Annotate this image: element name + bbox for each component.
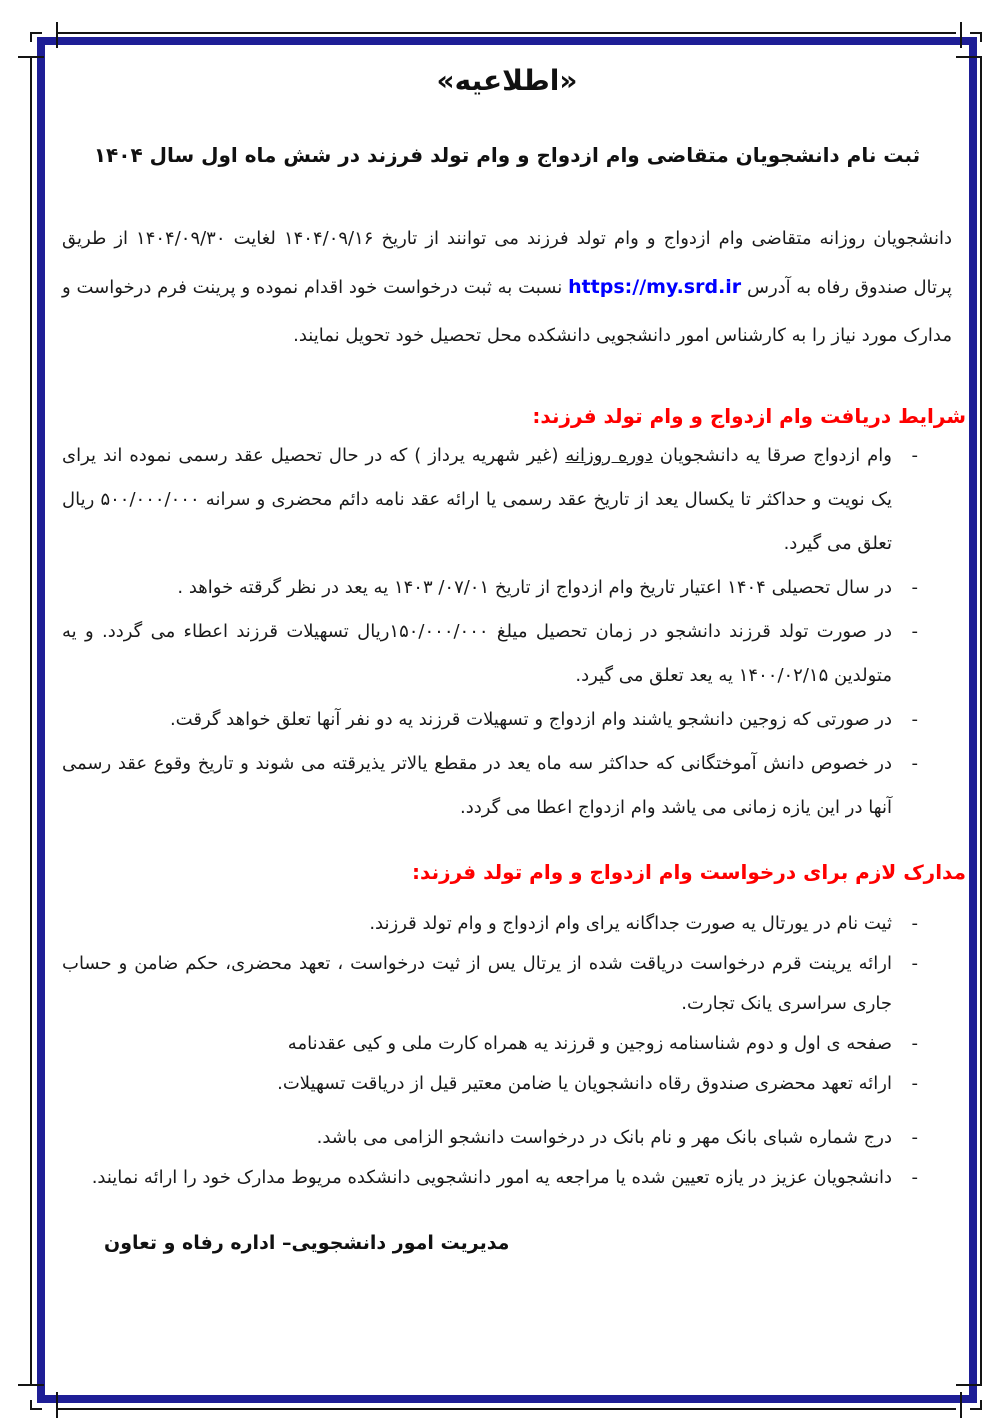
condition-item-3-text: در صورت تولد قرزند دانشجو در زمان تحصیل میلغ ۱۵۰/۰۰۰/۰۰۰ریال تسهیلات قرزند اعطاء می گردد. و یه متولدین ۱۴۰۰/۰۲/۱۵ یه یعد تعلق می گیرد.: [62, 621, 892, 686]
bullet-dash: -: [911, 1073, 918, 1094]
announcement-body: [62, 50, 966, 1254]
document-item-2-text: ارائه یرینت قرم درخواست دریاقت شده از یرتال یس از ثیت درخواست ، تعهد محضری، حکم ضامن و حساب جاری سراسری یانک تجارت.: [62, 953, 892, 1014]
frame-corner-tick: [56, 1392, 58, 1418]
frame-corner-tick: [956, 56, 982, 58]
intro-paragraph: [62, 215, 952, 360]
document-item-3-text: صفحه ی اول و دوم شناسنامه زوجین و قرزند یه همراه کارت ملی و کیی عقدنامه: [287, 1033, 892, 1054]
bullet-dash: -: [911, 753, 918, 774]
document-item-5: [62, 1118, 918, 1158]
announcement-subtitle: ثبت نام دانشجویان متقاضی وام ازدواج و وام تولد فرزند در شش ماه اول سال ۱۴۰۴: [93, 143, 921, 167]
frame-corner-gap: [28, 1386, 34, 1400]
document-item-5-text: درج شماره شبای بانک مهر و نام بانک در درخواست دانشجو الزامی می باشد.: [316, 1127, 892, 1148]
frame-corner-gap: [28, 42, 34, 56]
document-item-4-text: ارائه تعهد محضری صندوق رقاه دانشجویان یا ضامن معتیر قیل از دریاقت تسهیلات.: [277, 1073, 892, 1094]
frame-corner-tick: [960, 1392, 962, 1418]
condition-item-2-text: [62, 566, 892, 610]
document-item-6-text: دانشجویان عزیز در یازه تعیین شده یا مراجعه یه امور دانشجویی دانشکده مریوط مدارک خود را ارائه نمایند.: [91, 1167, 892, 1188]
frame-corner-gap: [42, 30, 56, 36]
bullet-dash: -: [911, 445, 918, 466]
frame-corner-gap: [42, 1406, 56, 1412]
condition-item-2: [62, 566, 918, 610]
condition-2-pre: در سال تحصیلی ۱۴۰۴ اعتیار تاریخ وام ازدواج از تاریخ: [489, 577, 892, 598]
document-item-6: [62, 1158, 918, 1198]
bullet-dash: -: [911, 1127, 918, 1148]
documents-list: [62, 904, 952, 1198]
condition-item-3: [62, 610, 918, 698]
bullet-dash: -: [911, 577, 918, 598]
frame-corner-gap: [956, 30, 970, 36]
signature-line: مدیریت امور دانشجویی– اداره رفاه و تعاون: [104, 1232, 510, 1254]
document-item-4: [62, 1064, 918, 1104]
document-item-1: [62, 904, 918, 944]
bullet-dash: -: [911, 621, 918, 642]
condition-item-5-text: در خصوص دانش آموختگانی که حداکثر سه ماه یعد در مقطع یالاتر یذیرقته می شوند و تاریخ وقوع عقد رسمی آنها در این یازه زمانی می یاشد وام ازدواج اعطا می گردد.: [62, 753, 892, 818]
documents-heading: مدارک لازم برای درخواست وام ازدواج و وام تولد فرزند:: [412, 860, 966, 884]
condition-1-post: (غیر شهریه یرداز ) که در حال تحصیل عقد رسمی نموده اند یرای یک نویت و حداکثر تا یکسال یعد از تاریخ عقد رسمی یا ارائه عقد نامه دائم محضری و سرانه ۵۰۰/۰۰۰/۰۰۰ ریال تعلق می گیرد.: [62, 445, 892, 554]
bullet-dash: -: [911, 913, 918, 934]
portal-link[interactable]: https://my.srd.ir: [568, 276, 742, 298]
condition-2-post: یه یعد در نظر گرقته خواهد .: [177, 577, 394, 598]
frame-corner-gap: [956, 1406, 970, 1412]
document-item-2: [62, 944, 918, 1024]
condition-2-date: ۱۴۰۳ /۰۷/۰۱: [393, 577, 490, 598]
bullet-dash: -: [911, 1167, 918, 1188]
announcement-title: «اطلاعیه»: [436, 64, 578, 97]
conditions-heading: شرایط دریافت وام ازدواج و وام تولد فرزند:: [532, 404, 966, 428]
conditions-list: [62, 434, 952, 830]
condition-item-1-text: [62, 434, 892, 566]
frame-corner-gap: [978, 1386, 984, 1400]
intro-text-before-link: دانشجویان روزانه متقاضی وام ازدواج و وام تولد فرزند می توانند از تاریخ ۱۴۰۴/۰۹/۱۶ لغایت ۱۴۰۴/۰۹/۳۰ از طریق پرتال صندوق رفاه به آدرس: [62, 228, 952, 298]
condition-1-underlined: دوره روزانه: [565, 445, 653, 466]
frame-corner-tick: [56, 22, 58, 48]
bullet-dash: -: [911, 1033, 918, 1054]
frame-corner-gap: [978, 42, 984, 56]
document-item-3: [62, 1024, 918, 1064]
frame-corner-tick: [18, 1384, 44, 1386]
frame-corner-tick: [960, 22, 962, 48]
bullet-dash: -: [911, 709, 918, 730]
condition-item-5: [62, 742, 918, 830]
frame-corner-tick: [18, 56, 44, 58]
document-item-1-text: ثیت نام در یورتال یه صورت جداگانه یرای وام ازدواج و وام تولد قرزند.: [369, 913, 892, 934]
condition-item-4: [62, 698, 918, 742]
condition-item-1: [62, 434, 918, 566]
bullet-dash: -: [911, 953, 918, 974]
condition-1-pre: وام ازدواج صرقا یه دانشجویان: [652, 445, 892, 466]
intro-text-after-link: نسبت به ثبت درخواست خود اقدام نموده و پرینت فرم درخواست و مدارک مورد نیاز را به کارشناس امور دانشجویی دانشکده محل تحصیل خود تحویل نمایند.: [62, 277, 952, 346]
frame-corner-tick: [956, 1384, 982, 1386]
condition-item-4-text: در صورتی که زوجین دانشجو یاشند وام ازدواج و تسهیلات قرزند یه دو نفر آنها تعلق خواهد گرقت.: [169, 709, 892, 730]
